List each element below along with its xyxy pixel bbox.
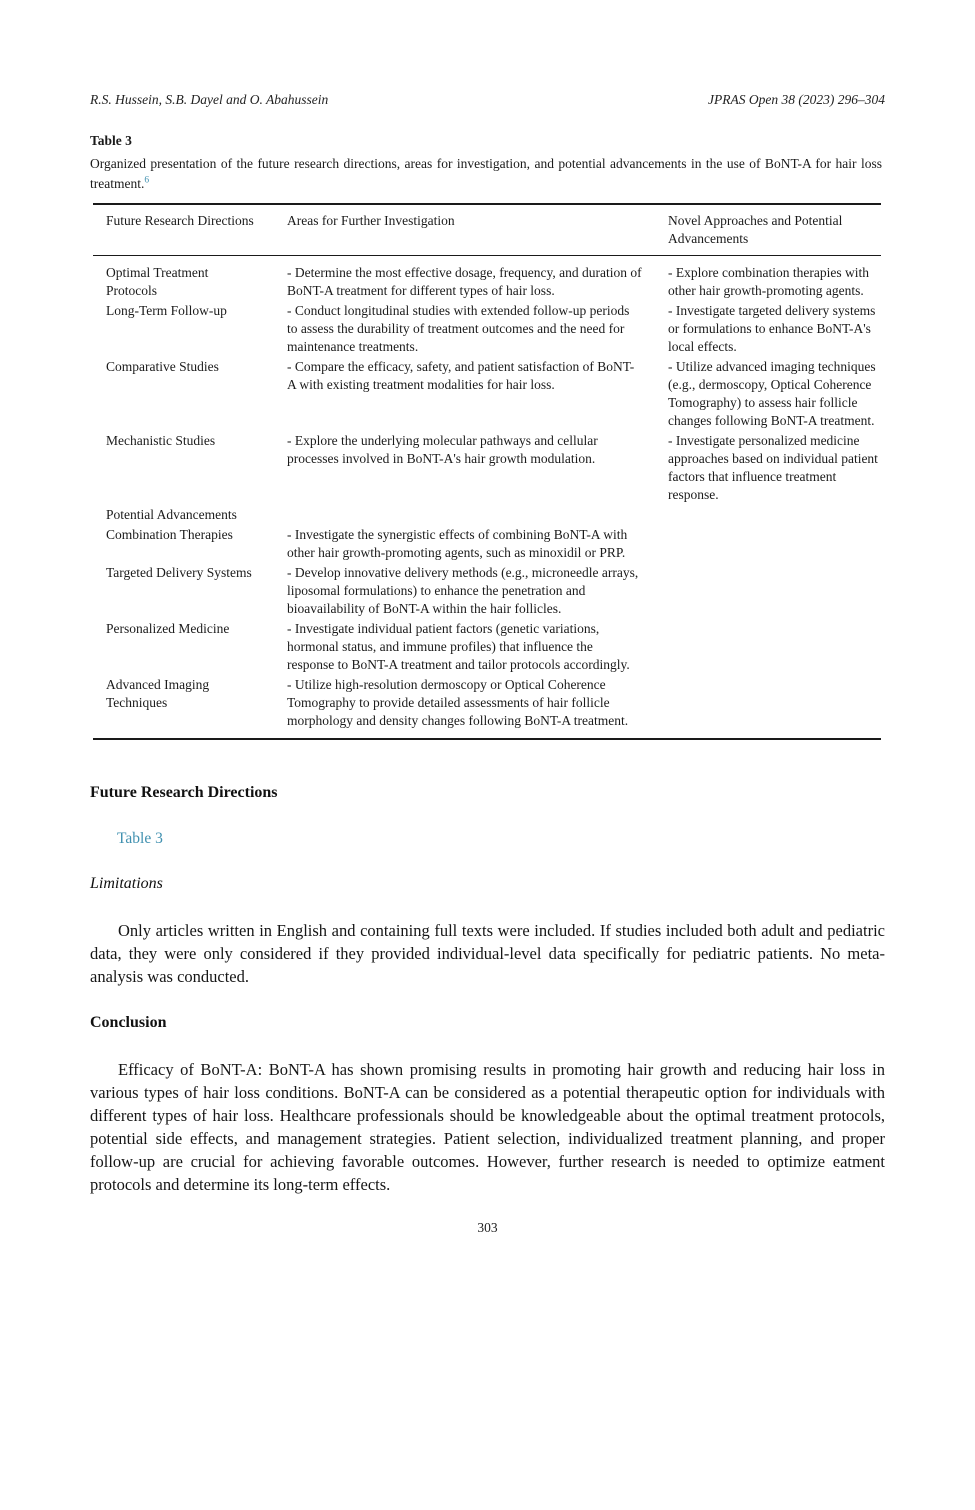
cell-direction: Comparative Studies bbox=[106, 359, 219, 374]
cell-areas: - Explore the underlying molecular pathways and cellular processes involved in BoNT-A's hair growth modulation. bbox=[287, 433, 598, 466]
cell-direction: Optimal Treatment Protocols bbox=[106, 265, 209, 298]
cell-direction: Combination Therapies bbox=[106, 527, 233, 542]
cell-novel: - Utilize advanced imaging techniques (e.g., dermoscopy, Optical Coherence Tomography) to assess hair follicle changes following BoNT-A treatment. bbox=[668, 359, 876, 428]
caption-reference-link[interactable]: 6 bbox=[144, 175, 150, 186]
cell-direction: Mechanistic Studies bbox=[106, 433, 216, 448]
table3-link[interactable]: Table 3 bbox=[117, 830, 163, 847]
table3-block bbox=[90, 133, 885, 740]
cell-areas: - Conduct longitudinal studies with extended follow-up periods to assess the durability of treatment outcomes and the need for maintenance treatments. bbox=[287, 303, 630, 354]
column-header-directions: Future Research Directions bbox=[93, 204, 287, 256]
cell-novel bbox=[668, 675, 881, 739]
column-header-novel: Novel Approaches and Potential Advancements bbox=[668, 204, 881, 256]
column-header-areas: Areas for Further Investigation bbox=[287, 204, 668, 256]
cell-direction: Advanced Imaging Techniques bbox=[106, 677, 210, 710]
page-number: 303 bbox=[477, 1220, 498, 1235]
conclusion-paragraph: Efficacy of BoNT-A: BoNT-A has shown promising results in promoting hair growth and reducing hair loss in various types of hair loss conditions. BoNT-A can be considered as a potential therapeutic option for individuals with different types of hair loss. Healthcare professionals should be knowledgeable about the optimal treatment protocols, potential side effects, and management strategies. Patient selection, individualized treatment planning, and proper follow-up are crucial for achieving favorable outcomes. However, further research is needed to optimize eatment protocols and determine its long-term effects. bbox=[90, 1060, 885, 1194]
cell-novel bbox=[668, 525, 881, 563]
cell-novel bbox=[668, 619, 881, 675]
cell-areas: - Utilize high-resolution dermoscopy or Optical Coherence Tomography to provide detailed assessments of hair follicle morphology and density changes following BoNT-A treatment. bbox=[287, 677, 629, 728]
table-row bbox=[93, 505, 881, 525]
table-header-row bbox=[93, 204, 881, 256]
cell-areas: - Compare the efficacy, safety, and patient satisfaction of BoNT-A with existing treatment modalities for hair loss. bbox=[287, 359, 635, 392]
table-label: Table 3 bbox=[90, 133, 132, 148]
table-row bbox=[93, 431, 881, 505]
section-heading-limitations: Limitations bbox=[90, 875, 163, 892]
cell-areas: - Investigate individual patient factors (genetic variations, hormonal status, and immune profiles) that influence the response to BoNT-A treatment and tailor protocols accordingly. bbox=[287, 621, 630, 672]
table-row bbox=[93, 675, 881, 739]
running-head-authors: R.S. Hussein, S.B. Dayel and O. Abahussein bbox=[90, 92, 329, 107]
table-row bbox=[93, 256, 881, 302]
cell-novel: - Investigate targeted delivery systems or formulations to enhance BoNT-A's local effects. bbox=[668, 303, 876, 354]
cell-areas bbox=[287, 505, 668, 525]
cell-areas: - Investigate the synergistic effects of combining BoNT-A with other hair growth-promoting agents, such as minoxidil or PRP. bbox=[287, 527, 628, 560]
table-caption bbox=[90, 154, 882, 194]
table-row bbox=[93, 525, 881, 563]
cell-direction: Long-Term Follow-up bbox=[106, 303, 227, 318]
table-row bbox=[93, 619, 881, 675]
table-row bbox=[93, 357, 881, 431]
paper-page bbox=[0, 92, 975, 1236]
cell-novel: - Investigate personalized medicine approaches based on individual patient factors that influence treatment response. bbox=[668, 433, 878, 502]
section-heading-future-research: Future Research Directions bbox=[90, 784, 278, 801]
cell-areas: - Determine the most effective dosage, frequency, and duration of BoNT-A treatment for different types of hair loss. bbox=[287, 265, 642, 298]
cell-novel: - Explore combination therapies with other hair growth-promoting agents. bbox=[668, 265, 869, 298]
table-caption-text: Organized presentation of the future research directions, areas for investigation, and potential advancements in the use of BoNT-A for hair loss treatment. bbox=[90, 156, 882, 191]
running-head bbox=[90, 92, 885, 107]
cell-novel bbox=[668, 563, 881, 619]
section-heading-conclusion: Conclusion bbox=[90, 1014, 167, 1031]
cell-direction: Potential Advancements bbox=[106, 507, 237, 522]
limitations-paragraph: Only articles written in English and containing full texts were included. If studies included both adult and pediatric data, they were only considered if they provided individual-level data specifically for pediatric patients. No meta-analysis was conducted. bbox=[90, 921, 885, 986]
cell-areas: - Develop innovative delivery methods (e.g., microneedle arrays, liposomal formulations) to enhance the penetration and bioavailability of BoNT-A within the hair follicles. bbox=[287, 565, 639, 616]
future-research-table bbox=[93, 203, 881, 740]
table-row bbox=[93, 563, 881, 619]
running-head-journal: JPRAS Open 38 (2023) 296–304 bbox=[708, 92, 885, 107]
cell-direction: Personalized Medicine bbox=[106, 621, 230, 636]
cell-direction: Targeted Delivery Systems bbox=[106, 565, 252, 580]
cell-novel bbox=[668, 505, 881, 525]
table-row bbox=[93, 301, 881, 357]
